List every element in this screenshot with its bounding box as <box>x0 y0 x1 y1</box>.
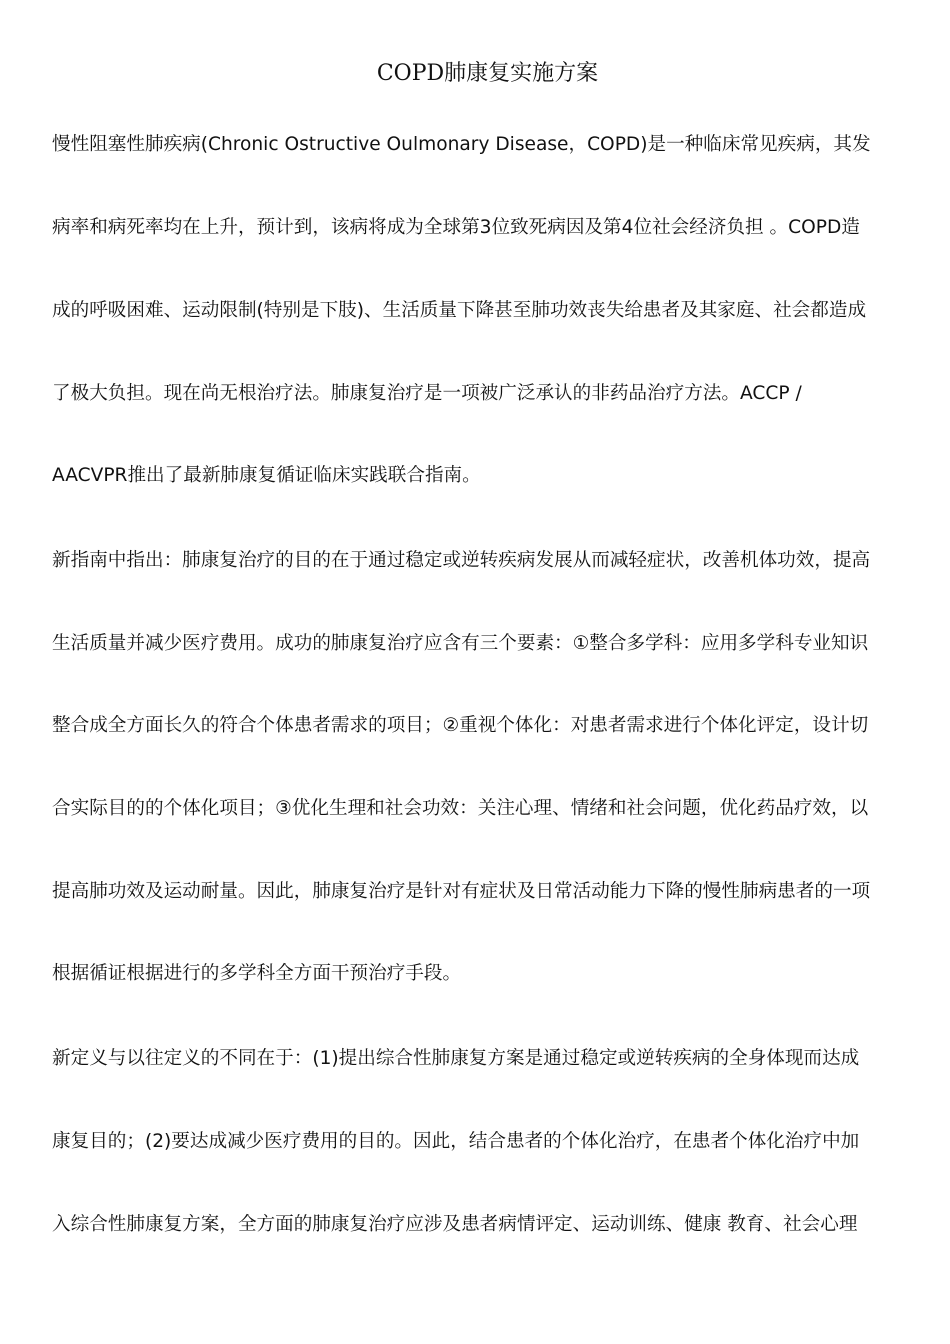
paragraph-line: 合实际目的的个体化项目；③优化生理和社会功效：关注心理、情绪和社会问题，优化药品疗效，以 <box>52 798 869 819</box>
paragraph-line: 康复目的；(2)要达成减少医疗费用的目的。因此，结合患者的个体化治疗，在患者个体化治疗中加 <box>52 1131 860 1152</box>
paragraph-line: 入综合性肺康复方案，全方面的肺康复治疗应涉及患者病情评定、运动训练、健康 教育、社会心理 <box>52 1214 858 1235</box>
paragraph-line: 整合成全方面长久的符合个体患者需求的项目；②重视个体化：对患者需求进行个体化评定，设计切 <box>52 715 869 736</box>
paragraph-line: 慢性阻塞性肺疾病(Chronic Ostructive Oulmonary Disease，COPD)是一种临床常见疾病，其发 <box>52 134 871 155</box>
paragraph-line: 成的呼吸困难、运动限制(特别是下肢)、生活质量下降甚至肺功效丧失给患者及其家庭、社会都造成 <box>52 300 867 321</box>
paragraph-line: 新指南中指出：肺康复治疗的目的在于通过稳定或逆转疾病发展从而减轻症状，改善机体功效，提高 <box>52 550 871 571</box>
paragraph-line: 生活质量并减少医疗费用。成功的肺康复治疗应含有三个要素：①整合多学科：应用多学科专业知识 <box>52 633 869 654</box>
paragraph-line: AACVPR推出了最新肺康复循证临床实践联合指南。 <box>52 465 481 486</box>
paragraph-line: 新定义与以往定义的不同在于：(1)提出综合性肺康复方案是通过稳定或逆转疾病的全身体现而达成 <box>52 1048 860 1069</box>
paragraph-line: 根据循证根据进行的多学科全方面干预治疗手段。 <box>52 963 462 984</box>
paragraph-line: 了极大负担。现在尚无根治疗法。肺康复治疗是一项被广泛承认的非药品治疗方法。ACCP / <box>52 383 802 404</box>
paragraph-line: 病率和病死率均在上升，预计到，该病将成为全球第3位致死病因及第4位社会经济负担 。COPD造 <box>52 217 860 238</box>
document-title: COPD肺康复实施方案 <box>376 61 599 86</box>
paragraph-line: 提高肺功效及运动耐量。因此，肺康复治疗是针对有症状及日常活动能力下降的慢性肺病患者的一项 <box>52 881 871 902</box>
